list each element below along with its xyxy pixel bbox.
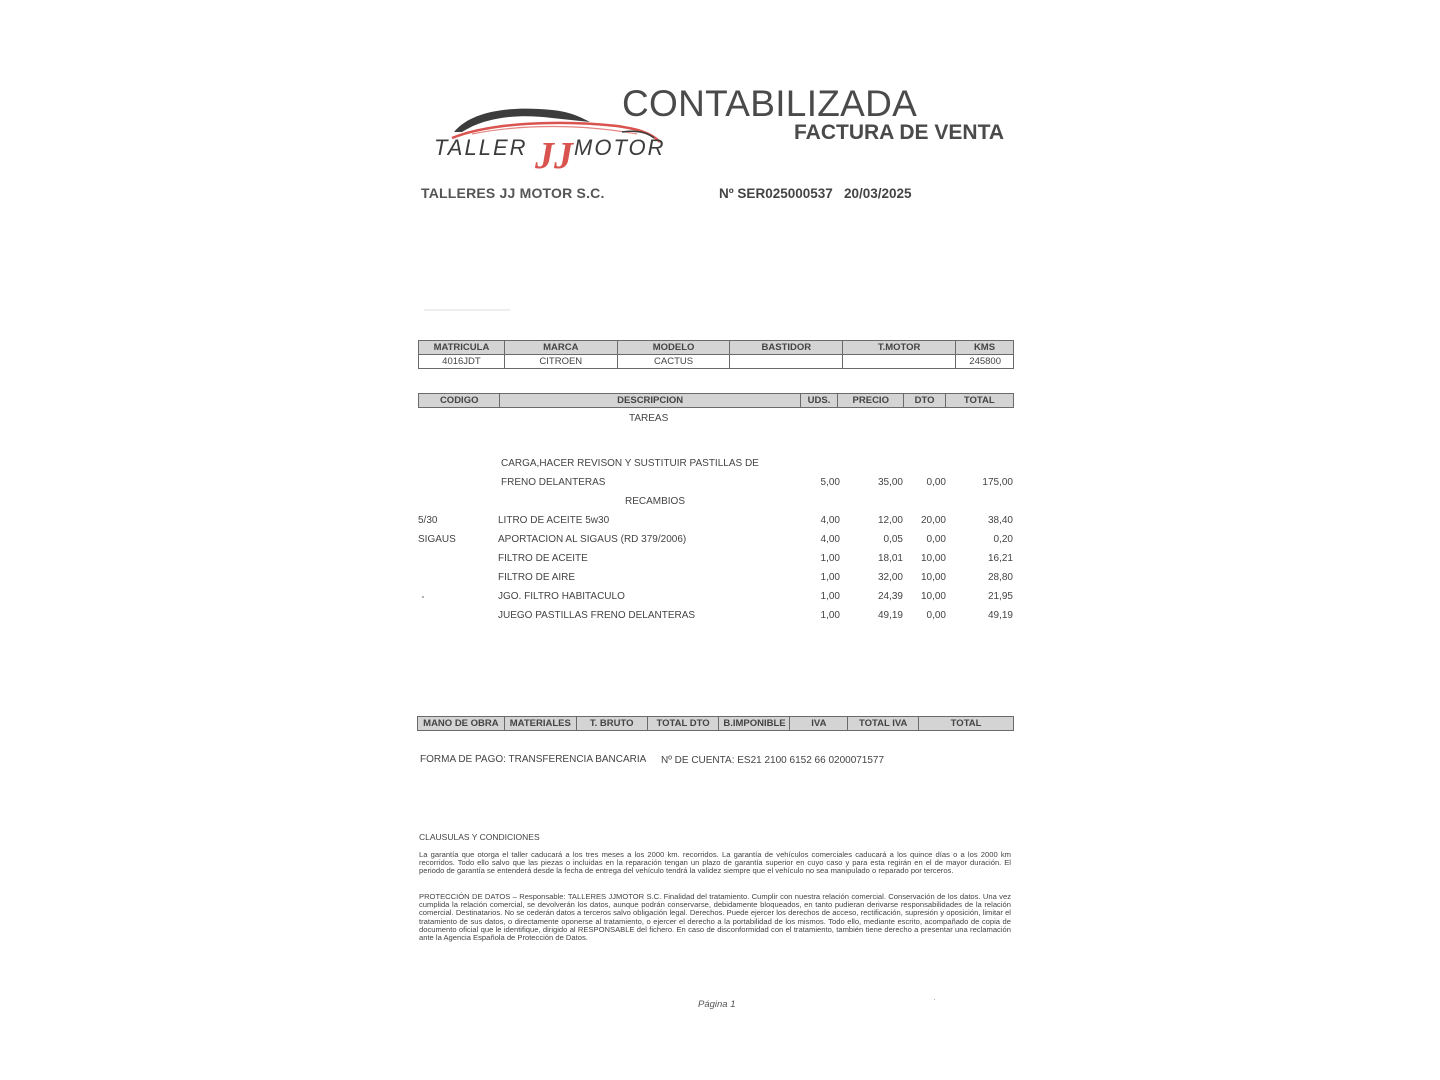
col-tmotor: T.MOTOR [843, 341, 956, 355]
line-description: JGO. FILTRO HABITACULO [498, 591, 625, 602]
vehicle-model: CACTUS [617, 355, 730, 369]
vehicle-table [418, 340, 1014, 369]
line-dto: 0,00 [926, 477, 946, 488]
line-precio: 35,00 [877, 477, 903, 488]
page-number: Página 1 [698, 999, 736, 1010]
line-uds: 1,00 [820, 553, 840, 564]
line-total: 21,95 [987, 591, 1013, 602]
faded-customer-line [424, 309, 510, 311]
line-code: SIGAUS [418, 534, 456, 545]
line-precio: 32,00 [877, 572, 903, 583]
line-total: 49,19 [987, 610, 1013, 621]
line-precio: 12,00 [877, 515, 903, 526]
line-dto: 0,00 [926, 610, 946, 621]
line-item [0, 591, 1440, 605]
line-description: JUEGO PASTILLAS FRENO DELANTERAS [498, 610, 696, 621]
col-materiales: MATERIALES [504, 717, 576, 731]
line-dto: 10,00 [920, 591, 946, 602]
col-total-dto: TOTAL DTO [647, 717, 719, 731]
svg-text:MOTOR: MOTOR [574, 135, 666, 160]
col-total-iva: TOTAL IVA [848, 717, 919, 731]
line-description: APORTACION AL SIGAUS (RD 379/2006) [498, 534, 687, 545]
line-item [0, 477, 1440, 491]
lines-table-header [418, 393, 1014, 408]
svg-text:JJ: JJ [535, 135, 573, 177]
vehicle-data-row [419, 355, 1014, 369]
data-protection-clause: PROTECCIÓN DE DATOS – Responsable: TALLERES JJMOTOR S.C. Finalidad del tratamiento. Cumplir con nuestra relación comercial. Conservación de los datos. Una vez cumplida la relación comercial, se devolverán los datos, aunque podrán conservarse, debidamente bloqueados, en tanto pudieran derivarse responsabilidades de la relación comercial. Destinatarios. No se cederán datos a terceros salvo obligación legal. Derechos. Puede ejercer los derechos de acceso, rectificación, supresión y oposición, limitar el tratamiento de sus datos, o directamente oponerse al tratamiento, o ejercer el derecho a la portabilidad de los mismos. Todo ello, mediante escrito, acompañado de copia de documento oficial que le identifique, dirigido al RESPONSABLE del fichero. En caso de disconformidad con el tratamiento, también tiene derecho a presentar una reclamación ante la Agencia Española de Protección de Datos. [419, 892, 1011, 943]
accounted-stamp: CONTABILIZADA [622, 83, 918, 124]
line-item [0, 458, 1440, 472]
lines-header-row [419, 394, 1014, 408]
col-codigo: CODIGO [419, 394, 500, 408]
col-t-bruto: T. BRUTO [576, 717, 647, 731]
vehicle-brand: CITROEN [504, 355, 617, 369]
line-description: CARGA,HACER REVISON Y SUSTITUIR PASTILLAS DE [501, 458, 759, 469]
section-label-recambios: RECAMBIOS [625, 496, 686, 507]
line-uds: 1,00 [820, 572, 840, 583]
line-uds: 1,00 [820, 610, 840, 621]
scan-speck [422, 596, 424, 598]
section-label-tareas: TAREAS [629, 413, 669, 424]
col-matricula: MATRICULA [419, 341, 505, 355]
line-precio: 49,19 [877, 610, 903, 621]
col-uds: UDS. [800, 394, 837, 408]
line-description: FRENO DELANTERAS [501, 477, 606, 488]
col-total-final: TOTAL [919, 717, 1014, 731]
invoice-date: 20/03/2025 [844, 186, 912, 201]
col-kms: KMS [956, 341, 1014, 355]
line-uds: 4,00 [820, 515, 840, 526]
col-b-imponible: B.IMPONIBLE [719, 717, 790, 731]
totals-table-header [417, 716, 1014, 731]
line-precio: 18,01 [877, 553, 903, 564]
line-dto: 10,00 [920, 572, 946, 583]
line-precio: 0,05 [883, 534, 903, 545]
document-type-title: FACTURA DE VENTA [794, 121, 1004, 144]
vehicle-engine [843, 355, 956, 369]
line-description: FILTRO DE ACEITE [498, 553, 588, 564]
vehicle-plate: 4016JDT [419, 355, 505, 369]
col-bastidor: BASTIDOR [730, 341, 843, 355]
line-description: LITRO DE ACEITE 5w30 [498, 515, 610, 526]
line-dto: 10,00 [920, 553, 946, 564]
line-precio: 24,39 [877, 591, 903, 602]
totals-header-row [418, 717, 1014, 731]
col-precio: PRECIO [838, 394, 904, 408]
payment-method: FORMA DE PAGO: TRANSFERENCIA BANCARIA [420, 754, 647, 765]
warranty-clause: La garantía que otorga el taller caducará a los tres meses a los 2000 km. recorridos. La garantía de vehículos comerciales caducará a los quince días o a los 2000 km recorridos. Todo ello salvo que las piezas o incluidas en la reparación tengan un plazo de garantía superior en cuyo caso y para esta regirán en el de mayor duración. El periodo de garantía se entenderá desde la fecha de entrega del vehículo tendrá la validez siempre que el vehículo no sea manipulado o reparado por terceros. [419, 850, 1011, 876]
svg-text:TALLER: TALLER [434, 135, 528, 160]
line-code: 5/30 [418, 515, 438, 526]
col-iva: IVA [790, 717, 848, 731]
line-item [0, 534, 1440, 548]
line-item [0, 610, 1440, 624]
line-description: FILTRO DE AIRE [498, 572, 576, 583]
scan-speck [934, 999, 935, 1000]
col-dto: DTO [904, 394, 945, 408]
company-name: TALLERES JJ MOTOR S.C. [421, 185, 605, 201]
vehicle-header-row [419, 341, 1014, 355]
invoice-number: Nº SER025000537 [719, 186, 833, 201]
col-modelo: MODELO [617, 341, 730, 355]
line-uds: 1,00 [820, 591, 840, 602]
line-total: 175,00 [982, 477, 1013, 488]
line-item [0, 572, 1440, 586]
vehicle-kms: 245800 [956, 355, 1014, 369]
col-descripcion: DESCRIPCION [500, 394, 801, 408]
clauses-title: CLAUSULAS Y CONDICIONES [419, 832, 540, 842]
line-total: 0,20 [993, 534, 1013, 545]
col-marca: MARCA [504, 341, 617, 355]
bank-account: Nº DE CUENTA: ES21 2100 6152 66 0200071577 [661, 755, 885, 766]
line-total: 16,21 [987, 553, 1013, 564]
line-item [0, 553, 1440, 567]
col-mano-de-obra: MANO DE OBRA [418, 717, 505, 731]
line-uds: 4,00 [820, 534, 840, 545]
line-total: 38,40 [987, 515, 1013, 526]
col-total: TOTAL [945, 394, 1013, 408]
line-item [0, 515, 1440, 529]
line-dto: 20,00 [920, 515, 946, 526]
line-total: 28,80 [987, 572, 1013, 583]
line-uds: 5,00 [820, 477, 840, 488]
line-dto: 0,00 [926, 534, 946, 545]
vehicle-chassis [730, 355, 843, 369]
